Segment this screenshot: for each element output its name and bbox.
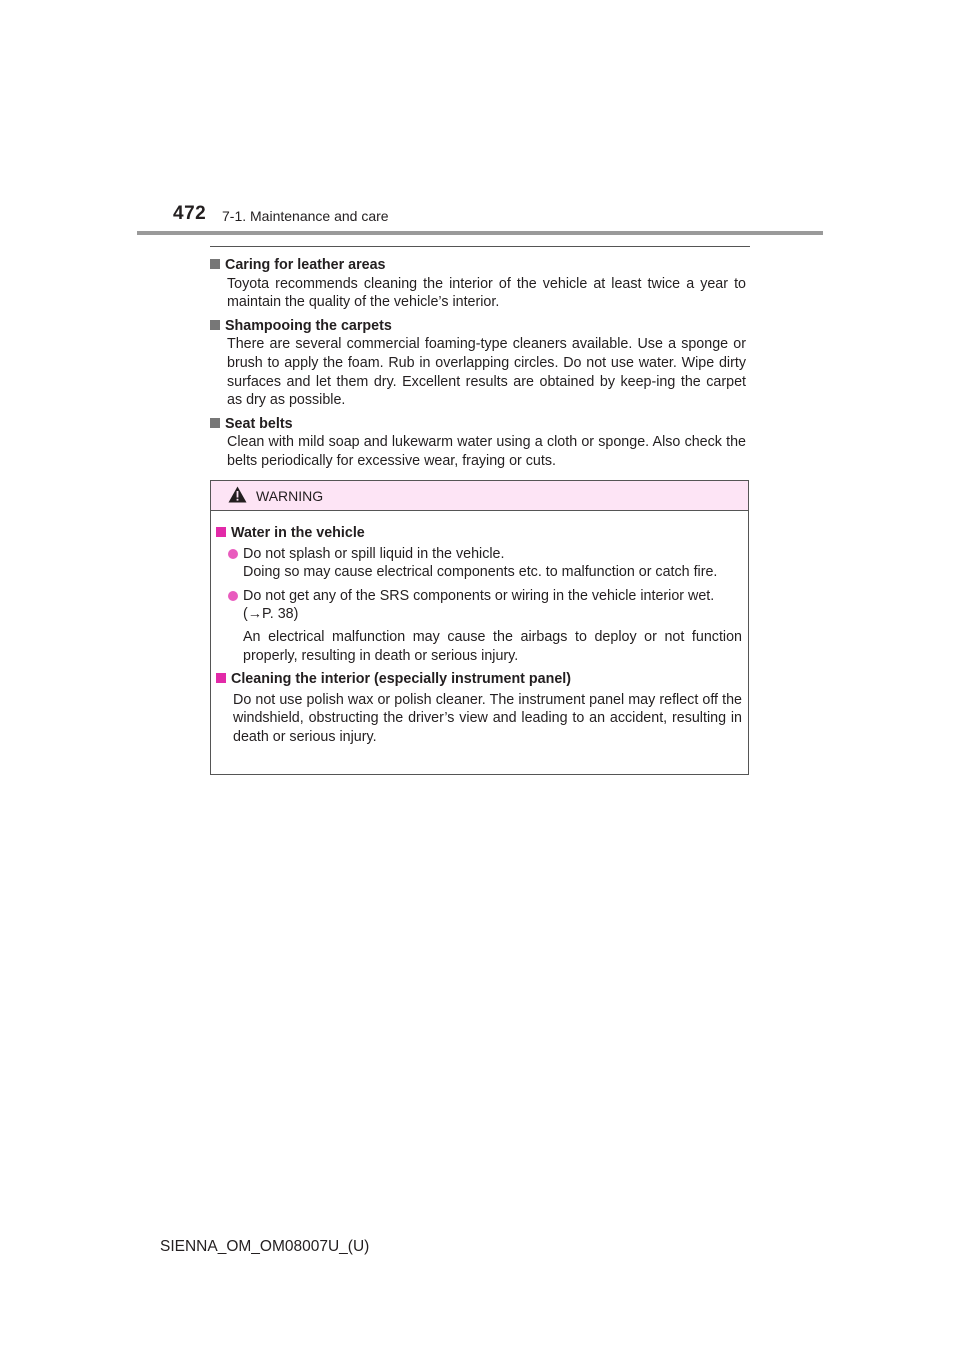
bullet-explanation: Doing so may cause electrical components etc. to malfunction or catch fire.	[243, 564, 718, 581]
item-shampooing-carpets	[210, 317, 746, 410]
warning-body	[211, 511, 748, 747]
main-content	[210, 256, 746, 476]
square-bullet-icon	[216, 673, 226, 683]
bullet-explanation: An electrical malfunction may cause the airbags to deploy or not function properly, resulting in death or serious injury.	[243, 628, 742, 664]
item-body: Toyota recommends cleaning the interior of the vehicle at least twice a year to maintain the quality of the vehicle’s interior.	[227, 275, 746, 311]
warning-label: WARNING	[256, 487, 324, 504]
item-body: There are several commercial foaming-type cleaners available. Use a sponge or brush to apply the foam. Rub in overlapping circles. Do not use water. Wipe dirty surfaces and let them dry. Excellent results are obtained by keep-ing the carpet as dry as possible.	[227, 336, 746, 409]
circle-bullet-icon	[228, 549, 238, 559]
item-caring-leather	[210, 256, 746, 312]
warning-heading-text: Cleaning the interior (especially instrument panel)	[231, 671, 572, 688]
item-seat-belts	[210, 415, 746, 471]
page-number: 472	[173, 203, 207, 224]
warning-bullet	[216, 587, 742, 665]
square-bullet-icon	[210, 259, 220, 269]
item-heading: Caring for leather areas	[225, 257, 386, 273]
header-divider	[137, 231, 823, 235]
bullet-statement: Do not get any of the SRS components or wiring in the vehicle interior wet.	[243, 587, 715, 604]
square-bullet-icon	[210, 320, 220, 330]
warning-triangle-icon	[228, 486, 247, 503]
item-heading: Seat belts	[225, 415, 293, 432]
warning-heading-text: Water in the vehicle	[231, 525, 365, 541]
warning-section-heading	[216, 524, 742, 543]
circle-bullet-icon	[228, 591, 238, 601]
warning-paragraph: Do not use polish wax or polish cleaner. The instrument panel may reflect off the windshield, obstructing the driver’s view and leading to an accident, resulting in death or serious injury.	[233, 691, 742, 745]
item-heading: Shampooing the carpets	[225, 317, 392, 334]
bullet-statement: Do not splash or spill liquid in the vehicle.	[243, 545, 505, 562]
item-body: Clean with mild soap and lukewarm water using a cloth or sponge. Also check the belts periodically for excessive wear, fraying or cuts.	[227, 434, 746, 469]
square-bullet-icon	[216, 527, 226, 537]
page-reference-link[interactable]: (→P. 38)	[243, 606, 299, 623]
content-divider	[210, 246, 750, 247]
warning-bullet	[216, 545, 742, 582]
warning-header	[211, 481, 748, 511]
square-bullet-icon	[210, 418, 220, 428]
document-code: SIENNA_OM_OM08007U_(U)	[160, 1238, 370, 1255]
section-title: 7-1. Maintenance and care	[222, 208, 389, 224]
warning-box	[210, 480, 749, 775]
warning-section-heading	[216, 670, 742, 689]
